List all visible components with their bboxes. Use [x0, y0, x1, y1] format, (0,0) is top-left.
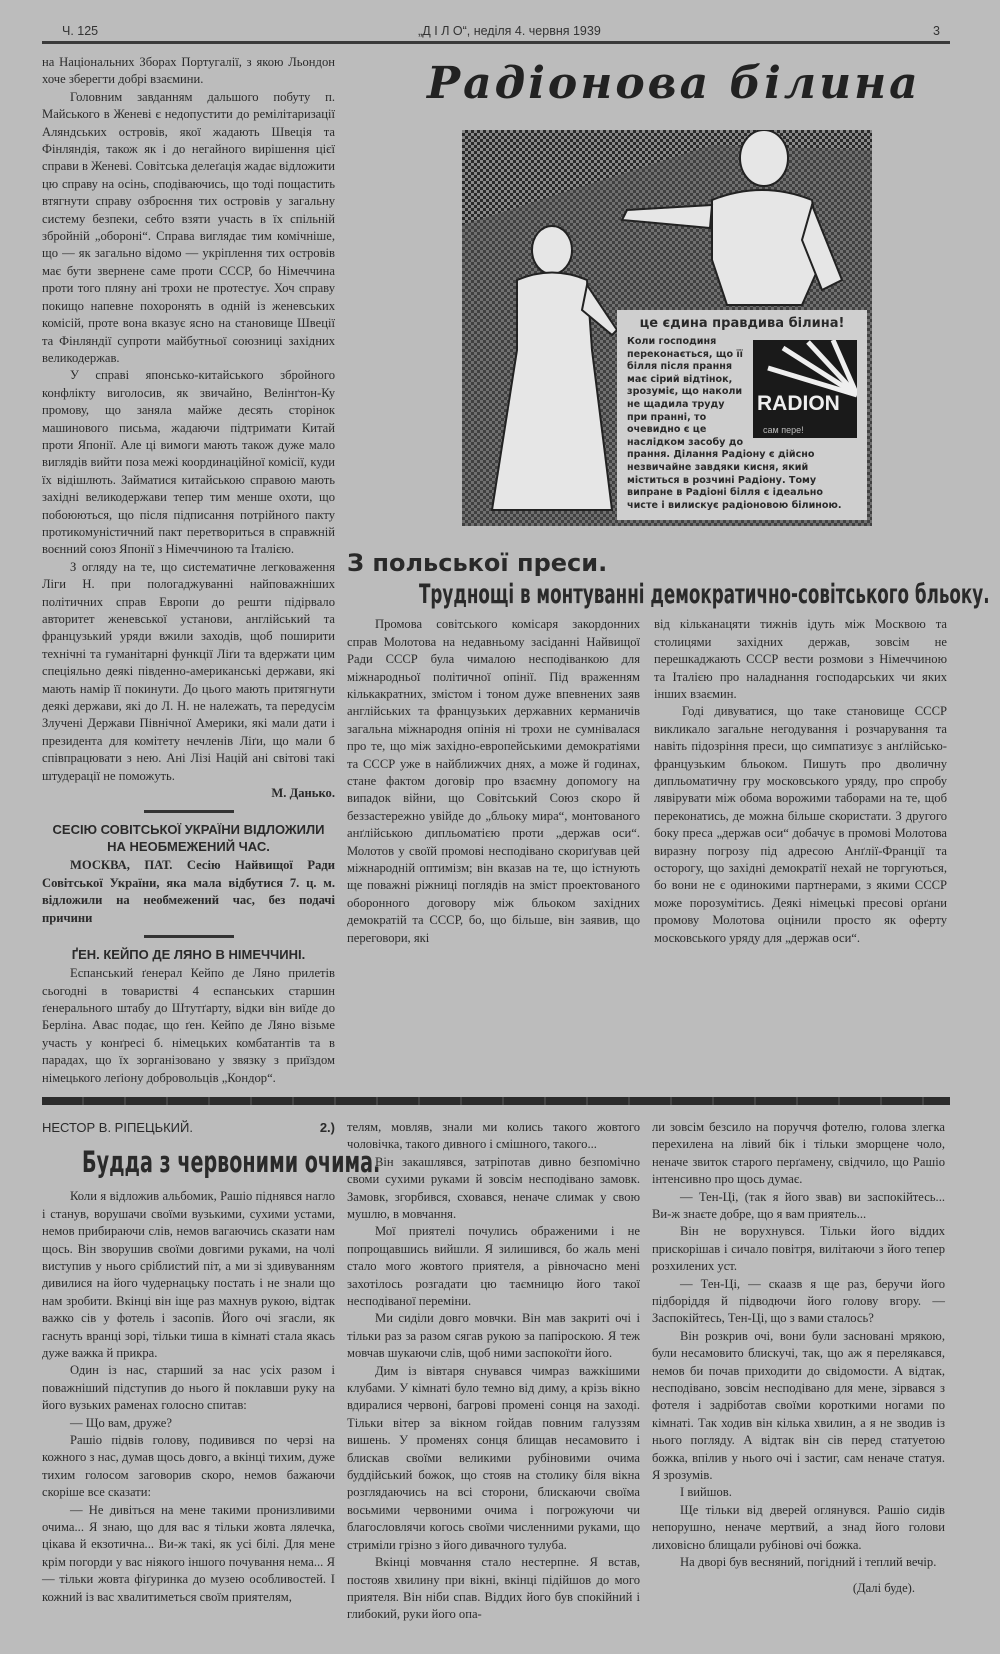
paragraph: З огляду на те, що систематичне легковаження Ліги Н. при пологаджуванні найповажніших політичних справ Европи до решти підірвало авторитет женевської установи, англійський та французький уряди вжили заходів, щоб поширити технічні та гуманітарні функції Ліґи та вдержати цим спеціяльно деякі південно-американські держави, які мають намір її покинути. До цього мають притягнути деякі держави, які до Л. Н. не належать, та передусім Злучені Держави Північної Америки, які мали дати і президента для комітету нечленів Ліґи, що мали б співпрацювати з нею. Ані Лізі Націй ані світові такі штудерації не поможуть.: [42, 559, 335, 783]
news-headline-queipo: ҐЕН. КЕЙПО ДЕ ЛЯНО В НІМЕЧЧИНІ.: [71, 947, 306, 963]
news-body-session: МОСКВА, ПАТ. Сесію Найвищої Ради Совітської України, яка мала відбутися 7. ц. м. відложили на необмежений час, без подачі причини: [42, 858, 335, 925]
story-column-3: [652, 1119, 945, 1597]
story-part: 2.): [319, 1119, 335, 1135]
paragraph: на Національних Зборах Португалії, з якою Льондон хоче зберегти добрі взаємини.: [42, 55, 335, 87]
paragraph: Один із нас, старший за нас усіх разом і поважніший підступив до нього й поклавши руку на його вузьких раменах голосно спитав:: [42, 1363, 335, 1413]
paragraph: — Не дивіться на мене такими пронизливими очима... Я знаю, що для вас я тільки жовта лялечка, цікава й екзотична... Ви-ж такі, як усі білі. Для мене крім погорди у вас ніякого іншого почування нема... Я — тільки жовта фіґуринка до музею особливостей. І кожний із вас хвалитиметься своїм приятелям,: [42, 1502, 335, 1604]
story-column-1: [42, 1119, 381, 1606]
paragraph: Коли я відложив альбомик, Рашіо піднявся нагло і станув, ворушачи своїми вузькими, сухими устами, немов прибираючи слів, немов вагаючись сказати нам щось. Він зворушив своїми довгими руками, на чолі виступив у нього сріблистий піт, а ми зі здивуванням дивилися на його чудернацьку постать і не знали що нам зробити. Вкінці він іще раз махнув рукою, відтак важко сів у фотель і засопів. Його очі згасли, як гаснуть вранці зорі, тільки тиша в кімнаті стала якась дуже важка й прикра.: [42, 1189, 335, 1360]
ad-box-text: Коли господиня переконається, що її білля після прання має сірий відтінок, зрозуміє, що наколи не щадила труду при пранні, то очевидно є це наслідком засобу до прання. Ділання Радіону є дійсно незвичайне завдяки кисня, який міститься в розчині Радіону. Тому випране в Радіоні білля є ідеально чисте і вилискує радіоновою білиною.: [627, 336, 842, 511]
radion-logo: [753, 340, 857, 438]
paragraph: На дворі був весняний, погідний і теплий вечір.: [680, 1555, 937, 1570]
story-title: Будда з червоними очима.: [82, 1145, 381, 1180]
story-text-3: [652, 1119, 945, 1572]
top-section: [42, 54, 990, 1087]
press-column-1: [347, 616, 640, 947]
paragraph: Промова совітського комісаря закордонних справ Молотова на недавньому засіданні Найвищої Ради СССР була чималою несподіванкою для міжнародньої політичної опінії. Під враженням кількакратних, змістом і тоном дуже впевнених заяв англійських та французьких державних керманичів загальна міжнародня опінія ні трохи не сумнівалася про те, що між західно-европейськими демократіями та СССР уже в найближчих днях, а може й годинах, стане фактом договір про взаємну допомогу на випадок війни, що Совітський Союз скоро й беззастережно увійде до „бльоку мира“, монтованого анґлійською дипльоматією проти „держав оси“. Молотов у своїй промові несподівано скориґував цей міжнародній оптимізм; він вказав на те, що істнують ще поважні ріжниці поглядів на зміст проектованого оборонного договору між бльоком західних демократій та СССР, бо, що більше, він заявив, що переговори, які: [347, 617, 640, 945]
paragraph: Мої приятелі почулись ображеними і не попрощавшись вийшли. Я зилишився, бо жаль мені стало мого жовтого приятеля, а рівночасно мені захотілось розгадати цю таємницю його такої несподіваної переміни.: [347, 1224, 640, 1308]
header-rule: [42, 41, 950, 44]
paragraph: Рашіо підвів голову, подивився по черзі на кожного з нас, думав щось довго, а вкінці тихим, дуже тихим голосом заговорив скоро, немов бажаючи скоріше все сказати:: [42, 1433, 335, 1500]
press-headline-wrap: [419, 578, 990, 612]
press-columns: [347, 616, 947, 947]
paragraph: І вийшов.: [680, 1485, 732, 1500]
story-section: [42, 1119, 950, 1624]
paragraph: від кільканацяти тижнів ідуть між Москвою та столицями західних держав, зовсім не перешкаджають СССР вести розмови з Німеччиною та Італією про наладнання господарських чи яких інших взаємин.: [654, 617, 947, 701]
paragraph: телям, мовляв, знали ми колись такого жовтого чоловічка, такого дивного і смішного, такого...: [347, 1119, 640, 1152]
page-header: [42, 24, 950, 41]
paragraph: Ми сиділи довго мовчки. Він мав закриті очі і тільки раз за разом сягав рукою за папіроскою. Я теж мовчав шукаючи слів, щоб ними заспокоїти його.: [347, 1311, 640, 1361]
story-column-2: [347, 1119, 640, 1624]
story-text-1: [42, 1188, 335, 1606]
radion-slogan: сам пере!: [763, 425, 804, 435]
press-column-2: [654, 616, 947, 947]
paragraph: Дим із вівтаря снувався чимраз важкішими клубами. У кімнаті було темно від диму, а крізь вікно вдиралися червоні, багрові промені сонця на заході. Тільки вітер за вікном гойдав повним галуззям вишень. У променях сонця блищав несамовито і блискав своїми великими рубіновими очима буддійський божок, що стояв на столику біля вікна розглядаючись на всі сторони, блискаючи своїма восьмими червоними очима і погрожуючи чи благословлячи когось своїми численними руками, що стриміли грізно з його дивачного тулуба.: [347, 1363, 640, 1552]
story-author: НЕСТОР В. РІПЕЦЬКИЙ.: [42, 1119, 193, 1135]
story-byline: [42, 1119, 335, 1136]
paragraph: Ще тільки від дверей оглянувся. Рашіо сидів непорушно, неначе мертвий, а знад його голови лиховісно блищали рубінові очі божка.: [652, 1502, 945, 1552]
article-signature: М. Данько.: [271, 786, 335, 801]
right-area: [347, 54, 990, 947]
paragraph: Головним завданням дальшого побуту п. Майського в Женеві є недопустити до ремілітаризації Аляндських островів, якої жадають Швеція та Фінляндія, також як і до негайного вирішення цієї справи в Женеві. Совітська делеґація жадає відложити цю справу на осінь, сподіваючись, що тоді пощастить втягнути справу озброєння тих островів у загальну систему безпеки, себто взяти участь в їх спільній збройній „обороні“. Справа виглядає тим комічніше, що — як загально відомо — укріплення тих островів має бути звернене саме проти СССР, бо Німеччина проти того пляну ані трохи не протестує. Хоч справу покищо напевне похоронять в одній із женевських комісій, проте вона вказує ясно на становище Швеції та Фінляндії супроти майбутньої союзниці західних великодержав.: [42, 89, 335, 365]
paragraph: — Тен-Ці, (так я його звав) ви заспокійтесь... Ви-ж знаєте добре, що я вам приятель...: [652, 1189, 945, 1221]
ad-illustration: [462, 130, 872, 526]
news-headline-session: СЕСІЮ СОВІТСЬКОЇ УКРАЇНИ ВІДЛОЖИЛИ НА НЕОБМЕЖЕНИЙ ЧАС.: [52, 822, 325, 855]
press-headline: Труднощі в монтуванні демократично-совітського бльоку.: [419, 579, 990, 611]
left-column: [42, 54, 335, 1087]
section-divider: [42, 1097, 950, 1105]
paragraph: — Тен-Ці, — скаазв я ще раз, беручи його підборіддя й підводючи його голову вгору. — Заспокійтесь, Тен-Ці, що з вами сталось?: [652, 1276, 945, 1326]
continued-note: (Далі буде).: [852, 1580, 915, 1595]
paragraph: Годі дивуватися, що таке становище СССР викликало загальне негодування і розчарування та навіть підозріння преси, що симпатизує з анґлійсько-французьким бльоком. Пишуть про дволичну дипльоматичну гру московського уряду, про спробу лявірувати між обома ворожими таборами на те, щоб переконатись, де можна більше скористати. З другого боку преса „держав оси“ добачує в промові Молотова виразну погрозу під адресою Анґлії-Франції та осторогу, що західні демократії нехай не торгуються, бо вони не є одинокими партнерами, з якими СССР може порозумітись. Деякі німецькі пресові орґани промову Молотова оцінили просто як оферту московського уряду для „держав оси“.: [654, 704, 947, 945]
divider: [144, 935, 234, 938]
left-article: [42, 54, 335, 785]
paragraph: — Що вам, друже?: [70, 1415, 172, 1430]
paragraph: У справі японсько-китайського збройного конфлікту виголосив, як звичайно, Велінґтон-Ку промову, що заняла майже десять сторінок машинового письма, жадаючи підтримати Китай проти Японії. Але ці вимоги мають також дуже мало виглядів вийти поза межі координаційної комісії, куди їх відішлють. Займатися китайською справою мають західні великодержави тепер тим менше охоти, що побоюються, що після підписання потрійного пакту протикомуністичний пакт перетвориться в справжній воєнний союз Японії з Німеччиною та Італією.: [42, 368, 335, 557]
masthead: „Д І Л О“, неділя 4. червня 1939: [418, 24, 601, 38]
story-title-wrap: [82, 1142, 381, 1182]
page-number: 3: [933, 24, 940, 38]
section-title: З польської преси.: [347, 549, 608, 578]
paragraph: Він розкрив очі, вони були заснованi мрякою, були несамовито блискучі, так, що аж я перелякався, немов би почав приходити до свідомости. А відтак, несподівано, зовсім несподівано для мене, зірвався з фотеля і задріботав своїми короткими ногами по кімнаті. Так ходив він кілька хвилин, а я не зводив із нього погляду. А відтак він сів перед статуетою божка, впілив у нього очі і застиг, сам неначе статуя. Я зрозумів.: [652, 1328, 945, 1483]
ad-title: Радіонова білина: [427, 58, 921, 109]
sunburst-icon: [753, 340, 857, 400]
paragraph: Він закашлявся, затріпотав дивно безпомічно своми сухими руками й зовсім несподівано замовк. Замовк, згорбився, сховався, неначе слимак у свою мушлю, в мовчання.: [347, 1154, 640, 1221]
ad-box-heading: це єдина правдива білина!: [639, 316, 845, 331]
radion-brand: RADION: [757, 392, 840, 415]
divider: [144, 810, 234, 813]
paragraph: ли зовсім безсило на поруччя фотелю, голова злегка перехилена на лівий бік і тільки зморщене чоло, неначе звиток старого перґамену, свідчило, що Рашіо інтенсивно про щось думає.: [652, 1119, 945, 1187]
ad-text-box: [617, 310, 867, 520]
news-body-queipo: Еспанський ґенерал Кейпо де Ляно прилетів сьогодні в товаристві 4 еспанських старшин ґенерального штабу до Штутґарту, відки він виїде до Берліна. Авас подає, що ґен. Кейпо де Ляно візьме участь у конґресі б. німецьких комбатантів та в парадах, що їх зорганізовано у звязку з приїздом німецького леґіону добровольців „Кондор“.: [42, 966, 335, 1085]
paragraph: Він не ворухнувся. Тільки його віддих прискорішав і сичало повітря, вилітаючи з його тепер розхилених уст.: [652, 1224, 945, 1274]
issue-number: Ч. 125: [62, 24, 99, 38]
paragraph: Вкінці мовчання стало нестерпне. Я встав, постояв хвилину при вікні, вкінці підійшов до мого приятеля. Він ніби спав. Віддих його був спокійний і глибокий, руки його опа-: [347, 1555, 640, 1622]
